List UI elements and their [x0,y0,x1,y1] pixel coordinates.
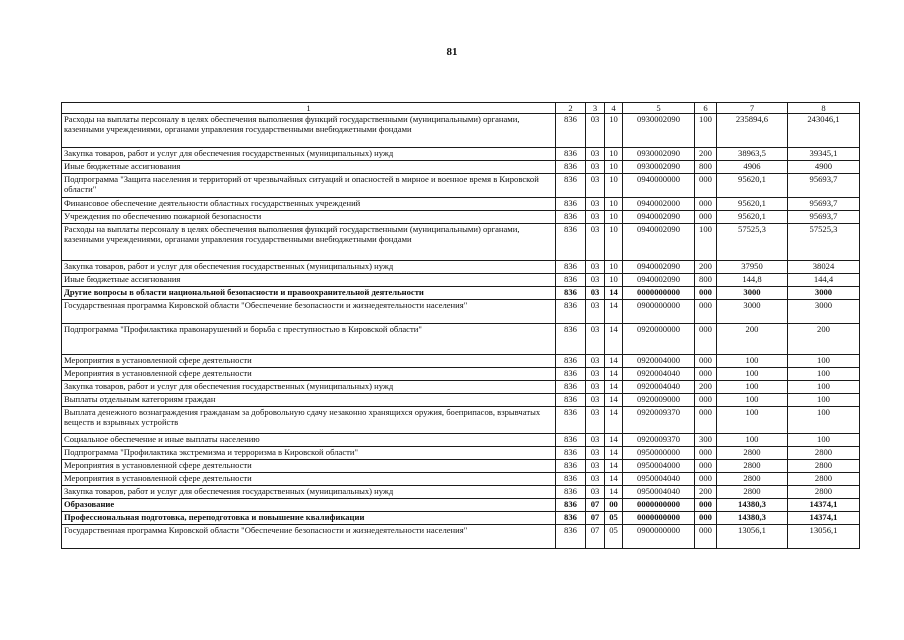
row-section-code: 03 [586,460,605,473]
row-amount-year-2: 14374,1 [788,512,860,525]
row-amount-year-1: 100 [717,394,788,407]
row-amount-year-2: 243046,1 [788,114,860,148]
row-department-code: 836 [556,211,586,224]
row-section-code: 03 [586,261,605,274]
row-target-article: 0950004040 [623,473,695,486]
row-section-code: 03 [586,434,605,447]
row-expense-type: 200 [695,381,717,394]
row-name: Расходы на выплаты персоналу в целях обеспечения выполнения функций государственными (муниципальными) органами, казенными учреждениями, органами управления государственными внебюджетными фондами [62,114,556,148]
page-number: 81 [446,46,458,58]
row-name: Закупка товаров, работ и услуг для обеспечения государственных (муниципальных) нужд [62,486,556,499]
row-amount-year-2: 95693,7 [788,174,860,198]
row-amount-year-1: 13056,1 [717,525,788,549]
row-subsection-code: 14 [605,486,623,499]
row-subsection-code: 14 [605,434,623,447]
row-expense-type: 200 [695,148,717,161]
table-row [62,114,860,148]
row-subsection-code: 14 [605,300,623,324]
row-department-code: 836 [556,368,586,381]
row-department-code: 836 [556,512,586,525]
row-name: Мероприятия в установленной сфере деятельности [62,355,556,368]
row-amount-year-1: 235894,6 [717,114,788,148]
row-amount-year-2: 100 [788,381,860,394]
row-subsection-code: 14 [605,460,623,473]
row-subsection-code: 10 [605,261,623,274]
row-amount-year-1: 100 [717,355,788,368]
row-target-article: 0930002090 [623,148,695,161]
row-department-code: 836 [556,394,586,407]
row-section-code: 03 [586,300,605,324]
row-target-article: 0940002000 [623,198,695,211]
row-amount-year-2: 100 [788,355,860,368]
table-row [62,198,860,211]
row-section-code: 03 [586,211,605,224]
row-amount-year-2: 2800 [788,460,860,473]
column-header-3: 3 [586,103,605,114]
row-expense-type: 000 [695,407,717,434]
row-name: Мероприятия в установленной сфере деятельности [62,473,556,486]
row-target-article: 0920004040 [623,368,695,381]
row-name: Мероприятия в установленной сфере деятельности [62,460,556,473]
table-row [62,381,860,394]
row-section-code: 03 [586,324,605,355]
row-name: Государственная программа Кировской области "Обеспечение безопасности и жизнедеятельности населения" [62,300,556,324]
row-amount-year-1: 100 [717,381,788,394]
row-target-article: 0000000000 [623,512,695,525]
row-amount-year-1: 14380,3 [717,512,788,525]
row-target-article: 0920000000 [623,324,695,355]
row-department-code: 836 [556,473,586,486]
row-name: Закупка товаров, работ и услуг для обеспечения государственных (муниципальных) нужд [62,381,556,394]
table-row [62,512,860,525]
row-target-article: 0940002090 [623,224,695,261]
row-department-code: 836 [556,324,586,355]
row-section-code: 03 [586,161,605,174]
row-amount-year-1: 3000 [717,287,788,300]
table-row [62,211,860,224]
row-section-code: 03 [586,381,605,394]
row-section-code: 03 [586,274,605,287]
row-department-code: 836 [556,114,586,148]
row-subsection-code: 14 [605,381,623,394]
row-amount-year-2: 100 [788,407,860,434]
row-section-code: 03 [586,486,605,499]
row-subsection-code: 14 [605,324,623,355]
column-header-5: 5 [623,103,695,114]
table-row [62,368,860,381]
row-amount-year-1: 2800 [717,460,788,473]
row-expense-type: 000 [695,447,717,460]
row-subsection-code: 10 [605,198,623,211]
row-target-article: 0920009370 [623,434,695,447]
row-name: Иные бюджетные ассигнования [62,161,556,174]
row-name: Выплаты отдельным категориям граждан [62,394,556,407]
row-section-code: 03 [586,368,605,381]
row-amount-year-2: 3000 [788,300,860,324]
row-subsection-code: 14 [605,355,623,368]
row-target-article: 0900000000 [623,300,695,324]
row-expense-type: 000 [695,512,717,525]
row-expense-type: 000 [695,287,717,300]
row-amount-year-1: 37950 [717,261,788,274]
row-amount-year-2: 2800 [788,486,860,499]
row-department-code: 836 [556,525,586,549]
row-amount-year-1: 100 [717,434,788,447]
table-row [62,324,860,355]
row-target-article: 0950004000 [623,460,695,473]
row-section-code: 03 [586,224,605,261]
table-row [62,486,860,499]
table-row [62,287,860,300]
row-subsection-code: 14 [605,407,623,434]
table-row [62,499,860,512]
table-row [62,224,860,261]
row-amount-year-1: 2800 [717,486,788,499]
row-name: Социальное обеспечение и иные выплаты населению [62,434,556,447]
row-section-code: 03 [586,473,605,486]
table-row [62,300,860,324]
row-section-code: 03 [586,148,605,161]
row-amount-year-2: 2800 [788,473,860,486]
row-section-code: 03 [586,407,605,434]
row-expense-type: 200 [695,486,717,499]
row-expense-type: 300 [695,434,717,447]
row-amount-year-2: 144,4 [788,274,860,287]
row-expense-type: 000 [695,368,717,381]
row-department-code: 836 [556,407,586,434]
row-amount-year-2: 3000 [788,287,860,300]
row-section-code: 03 [586,287,605,300]
row-expense-type: 100 [695,114,717,148]
table-row [62,148,860,161]
row-department-code: 836 [556,274,586,287]
row-department-code: 836 [556,161,586,174]
row-section-code: 03 [586,394,605,407]
row-amount-year-2: 95693,7 [788,211,860,224]
row-expense-type: 000 [695,198,717,211]
row-target-article: 0900000000 [623,525,695,549]
table-row [62,525,860,549]
row-amount-year-1: 95620,1 [717,174,788,198]
row-subsection-code: 14 [605,368,623,381]
column-header-7: 7 [717,103,788,114]
row-expense-type: 000 [695,300,717,324]
row-subsection-code: 14 [605,447,623,460]
row-section-code: 03 [586,198,605,211]
table-row [62,407,860,434]
row-subsection-code: 10 [605,114,623,148]
row-name: Мероприятия в установленной сфере деятельности [62,368,556,381]
row-amount-year-2: 100 [788,434,860,447]
column-header-8: 8 [788,103,860,114]
row-amount-year-2: 2800 [788,447,860,460]
row-amount-year-1: 100 [717,368,788,381]
table-row [62,473,860,486]
row-expense-type: 000 [695,525,717,549]
row-amount-year-2: 57525,3 [788,224,860,261]
table-row [62,161,860,174]
table-row [62,394,860,407]
row-name: Учреждения по обеспечению пожарной безопасности [62,211,556,224]
row-target-article: 0920004000 [623,355,695,368]
row-amount-year-1: 3000 [717,300,788,324]
row-amount-year-2: 95693,7 [788,198,860,211]
row-subsection-code: 10 [605,224,623,261]
table-row [62,447,860,460]
row-department-code: 836 [556,148,586,161]
row-amount-year-1: 95620,1 [717,211,788,224]
row-subsection-code: 05 [605,512,623,525]
row-section-code: 07 [586,512,605,525]
row-amount-year-2: 14374,1 [788,499,860,512]
table-row [62,261,860,274]
row-expense-type: 000 [695,394,717,407]
table-header-row [62,103,860,114]
table-body [62,114,860,549]
row-target-article: 0950004040 [623,486,695,499]
row-department-code: 836 [556,447,586,460]
row-department-code: 836 [556,198,586,211]
row-target-article: 0000000000 [623,287,695,300]
row-name: Расходы на выплаты персоналу в целях обеспечения выполнения функций государственными (муниципальными) органами, казенными учреждениями, органами управления государственными внебюджетными фондами [62,224,556,261]
row-subsection-code: 10 [605,174,623,198]
row-amount-year-1: 144,8 [717,274,788,287]
row-target-article: 0000000000 [623,499,695,512]
table-row [62,174,860,198]
row-name: Профессиональная подготовка, переподготовка и повышение квалификации [62,512,556,525]
row-section-code: 03 [586,174,605,198]
row-department-code: 836 [556,224,586,261]
row-department-code: 836 [556,174,586,198]
row-amount-year-1: 4906 [717,161,788,174]
row-name: Другие вопросы в области национальной безопасности и правоохранительной деятельности [62,287,556,300]
row-department-code: 836 [556,300,586,324]
row-name: Финансовое обеспечение деятельности областных государственных учреждений [62,198,556,211]
row-section-code: 03 [586,114,605,148]
table-row [62,434,860,447]
row-expense-type: 800 [695,161,717,174]
column-header-1: 1 [62,103,556,114]
row-name: Выплата денежного вознаграждения гражданам за добровольную сдачу незаконно хранящихся оружия, боеприпасов, взрывчатых веществ и взрывных устройств [62,407,556,434]
row-amount-year-1: 57525,3 [717,224,788,261]
table-row [62,460,860,473]
row-name: Подпрограмма "Профилактика экстремизма и терроризма в Кировской области" [62,447,556,460]
row-expense-type: 100 [695,224,717,261]
row-subsection-code: 10 [605,148,623,161]
row-subsection-code: 05 [605,525,623,549]
row-department-code: 836 [556,355,586,368]
row-name: Закупка товаров, работ и услуг для обеспечения государственных (муниципальных) нужд [62,261,556,274]
column-header-6: 6 [695,103,717,114]
row-expense-type: 800 [695,274,717,287]
budget-table [61,102,860,549]
row-name: Иные бюджетные ассигнования [62,274,556,287]
row-department-code: 836 [556,434,586,447]
row-target-article: 0950000000 [623,447,695,460]
row-department-code: 836 [556,486,586,499]
row-department-code: 836 [556,381,586,394]
table-row [62,355,860,368]
row-amount-year-1: 2800 [717,473,788,486]
row-subsection-code: 14 [605,287,623,300]
column-header-4: 4 [605,103,623,114]
row-amount-year-1: 100 [717,407,788,434]
row-section-code: 07 [586,525,605,549]
row-amount-year-2: 100 [788,368,860,381]
row-department-code: 836 [556,261,586,274]
row-target-article: 0940002090 [623,274,695,287]
row-amount-year-2: 39345,1 [788,148,860,161]
row-amount-year-1: 38963,5 [717,148,788,161]
row-target-article: 0940002090 [623,211,695,224]
row-department-code: 836 [556,499,586,512]
row-expense-type: 000 [695,324,717,355]
row-target-article: 0940000000 [623,174,695,198]
row-amount-year-1: 95620,1 [717,198,788,211]
table-row [62,274,860,287]
row-target-article: 0920009000 [623,394,695,407]
row-name: Подпрограмма "Профилактика правонарушений и борьба с преступностью в Кировской области" [62,324,556,355]
row-name: Образование [62,499,556,512]
row-amount-year-2: 200 [788,324,860,355]
row-subsection-code: 14 [605,394,623,407]
row-amount-year-1: 14380,3 [717,499,788,512]
row-amount-year-1: 2800 [717,447,788,460]
row-amount-year-1: 200 [717,324,788,355]
row-target-article: 0920009370 [623,407,695,434]
row-name: Подпрограмма "Защита населения и территорий от чрезвычайных ситуаций и опасностей в мирное и военное время в Кировской области" [62,174,556,198]
row-subsection-code: 00 [605,499,623,512]
row-department-code: 836 [556,287,586,300]
row-expense-type: 000 [695,499,717,512]
row-amount-year-2: 4900 [788,161,860,174]
row-amount-year-2: 13056,1 [788,525,860,549]
row-section-code: 03 [586,447,605,460]
row-expense-type: 000 [695,355,717,368]
row-amount-year-2: 100 [788,394,860,407]
row-expense-type: 000 [695,460,717,473]
column-header-2: 2 [556,103,586,114]
row-name: Закупка товаров, работ и услуг для обеспечения государственных (муниципальных) нужд [62,148,556,161]
row-expense-type: 000 [695,473,717,486]
row-target-article: 0940002090 [623,261,695,274]
row-department-code: 836 [556,460,586,473]
row-expense-type: 200 [695,261,717,274]
row-subsection-code: 10 [605,211,623,224]
row-target-article: 0930002090 [623,114,695,148]
row-expense-type: 000 [695,174,717,198]
row-target-article: 0920004040 [623,381,695,394]
row-expense-type: 000 [695,211,717,224]
row-subsection-code: 14 [605,473,623,486]
row-amount-year-2: 38024 [788,261,860,274]
row-section-code: 07 [586,499,605,512]
row-target-article: 0930002090 [623,161,695,174]
row-section-code: 03 [586,355,605,368]
row-name: Государственная программа Кировской области "Обеспечение безопасности и жизнедеятельности населения" [62,525,556,549]
row-subsection-code: 10 [605,274,623,287]
row-subsection-code: 10 [605,161,623,174]
